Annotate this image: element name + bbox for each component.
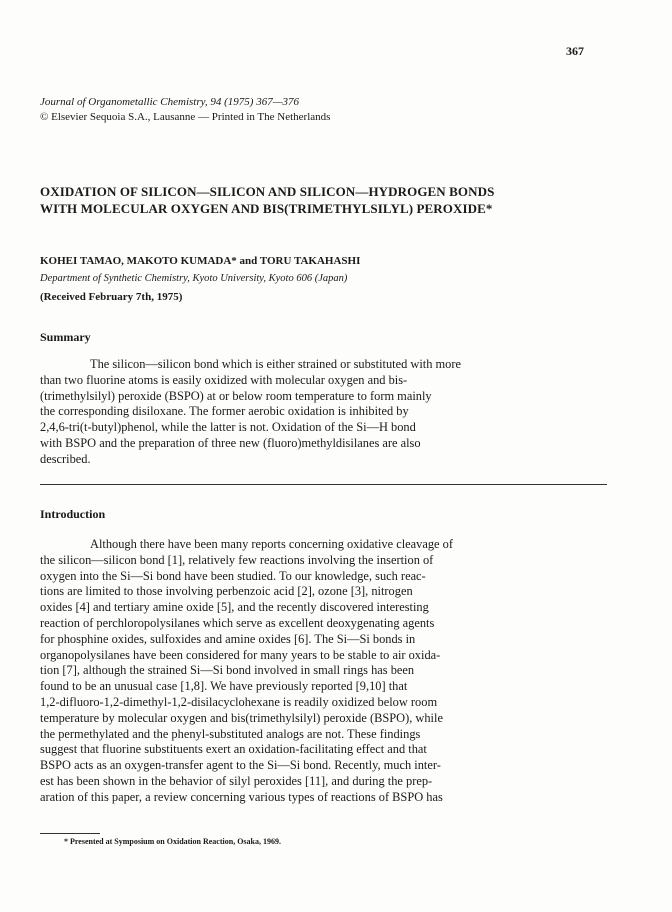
page-number: 367	[566, 44, 584, 58]
paper-title	[40, 183, 600, 217]
footnote-divider	[40, 833, 100, 834]
text-line: the silicon—silicon bond [1], relatively few reactions involving the insertion of	[40, 552, 434, 567]
text-line: 1,2-difluoro-1,2-dimethyl-1,2-disilacyclohexane is readily oxidized below room	[40, 694, 438, 709]
publisher-line: © Elsevier Sequoia S.A., Lausanne — Printed in The Netherlands	[40, 111, 331, 123]
section-divider	[40, 484, 607, 485]
text-line: est has been shown in the behavior of silyl peroxides [11], and during the prep-	[40, 773, 433, 788]
received-date: (Received February 7th, 1975)	[40, 291, 183, 303]
title-line: WITH MOLECULAR OXYGEN AND BIS(TRIMETHYLSILYL) PEROXIDE*	[40, 201, 493, 216]
footnote: * Presented at Symposium on Oxidation Reaction, Osaka, 1969.	[64, 837, 281, 846]
text-line: tions are limited to those involving perbenzoic acid [2], ozone [3], nitrogen	[40, 584, 413, 599]
title-line: OXIDATION OF SILICON—SILICON AND SILICON—HYDROGEN BONDS	[40, 184, 495, 199]
text-line: reaction of perchloropolysilanes which serve as excellent deoxygenating agents	[40, 615, 435, 630]
introduction-paragraph	[40, 537, 610, 806]
text-line: temperature by molecular oxygen and bis(trimethylsilyl) peroxide (BSPO), while	[40, 710, 443, 725]
text-line: for phosphine oxides, sulfoxides and amine oxides [6]. The Si—Si bonds in	[40, 631, 416, 646]
text-line: suggest that fluorine substituents exert an oxidation-facilitating effect and that	[40, 742, 427, 757]
text-line: organopolysilanes have been considered for many years to be stable to air oxida-	[40, 647, 441, 662]
text-line: the permethylated and the phenyl-substituted analogs are not. These findings	[40, 726, 421, 741]
summary-heading: Summary	[40, 330, 91, 344]
text-line: (trimethylsilyl) peroxide (BSPO) at or below room temperature to form mainly	[40, 388, 432, 403]
text-line: with BSPO and the preparation of three new (fluoro)methyldisilanes are also	[40, 435, 421, 450]
text-line: oxides [4] and tertiary amine oxide [5], and the recently discovered interesting	[40, 600, 429, 615]
text-line: aration of this paper, a review concerning various types of reactions of BSPO has	[40, 789, 443, 804]
journal-citation	[40, 95, 330, 125]
text-line: the corresponding disiloxane. The former aerobic oxidation is inhibited by	[40, 404, 409, 419]
journal-line: Journal of Organometallic Chemistry, 94 (1975) 367—376	[40, 96, 299, 108]
text-line: The silicon—silicon bond which is either strained or substituted with more	[90, 357, 461, 371]
affiliation: Department of Synthetic Chemistry, Kyoto University, Kyoto 606 (Japan)	[40, 273, 348, 284]
text-line: than two fluorine atoms is easily oxidized with molecular oxygen and bis-	[40, 372, 408, 387]
text-line: 2,4,6-tri(t-butyl)phenol, while the latter is not. Oxidation of the Si—H bond	[40, 420, 416, 435]
text-line: Although there have been many reports concerning oxidative cleavage of	[90, 537, 453, 551]
text-line: oxygen into the Si—Si bond have been studied. To our knowledge, such reac-	[40, 568, 426, 583]
summary-paragraph	[40, 357, 610, 468]
text-line: tion [7], although the strained Si—Si bond involved in small rings has been	[40, 663, 415, 678]
authors: KOHEI TAMAO, MAKOTO KUMADA* and TORU TAKAHASHI	[40, 255, 361, 267]
text-line: found to be an unusual case [1,8]. We have previously reported [9,10] that	[40, 679, 408, 694]
text-line: BSPO acts as an oxygen-transfer agent to the Si—Si bond. Recently, much inter-	[40, 758, 441, 773]
text-line: described.	[40, 451, 91, 466]
introduction-heading: Introduction	[40, 507, 106, 521]
